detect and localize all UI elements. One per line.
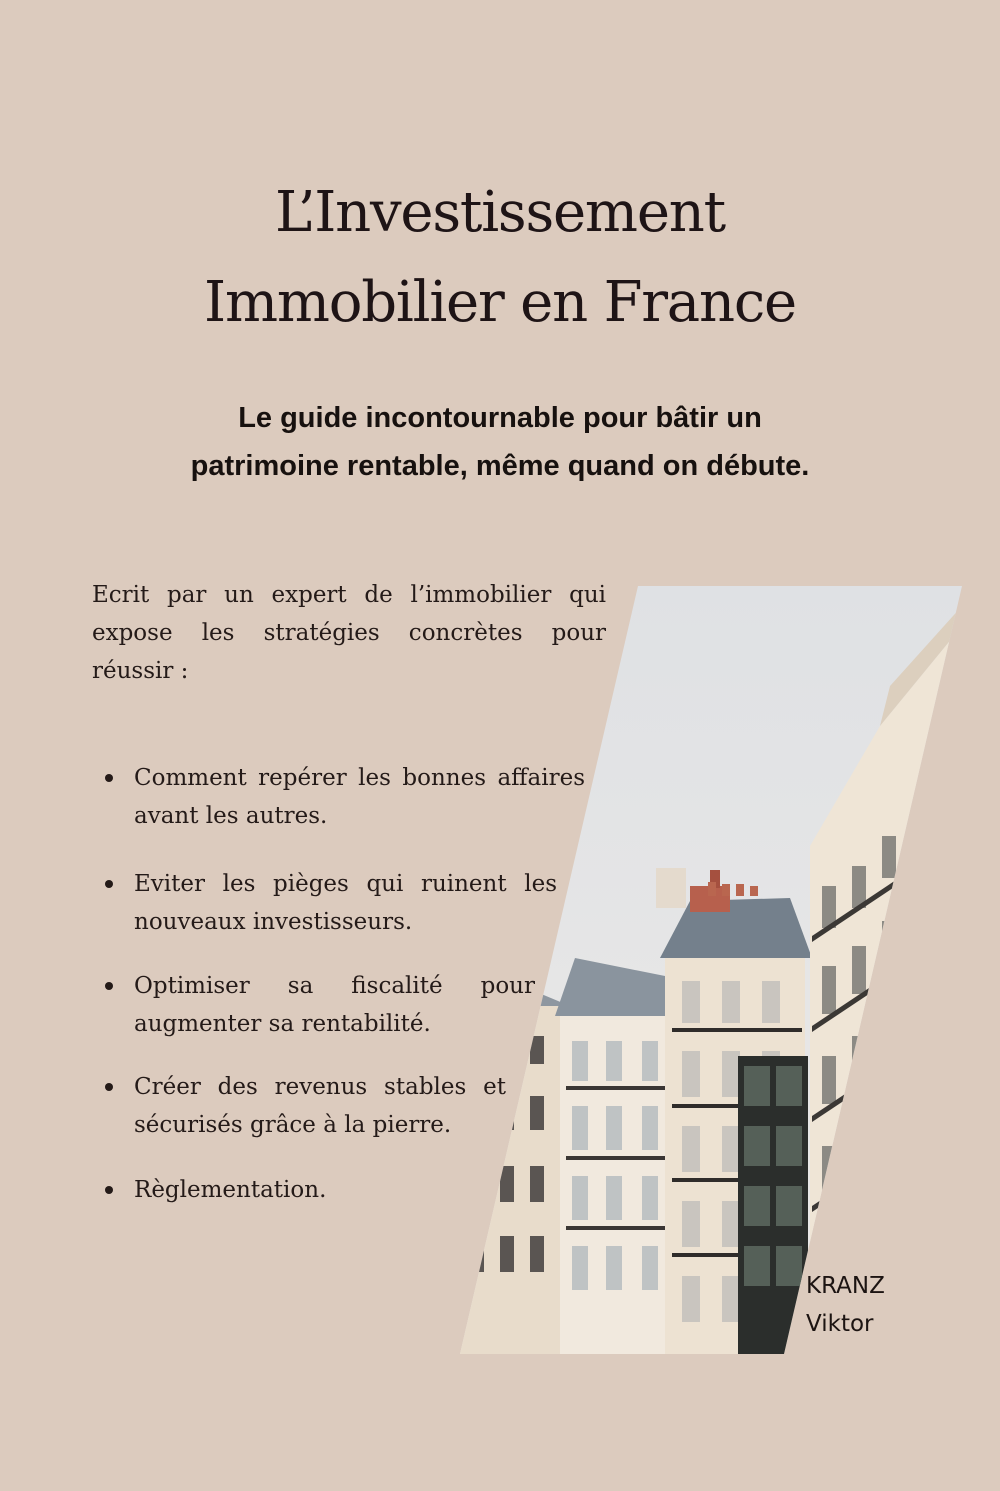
subtitle-line-2: patrimoine rentable, même quand on débute.	[190, 450, 810, 482]
bullet-dot	[105, 774, 113, 782]
title-line-2: Immobilier en France	[204, 270, 796, 335]
bullet-dot	[105, 1083, 113, 1091]
parisian-buildings-photo	[460, 586, 962, 1354]
bullet-dot	[105, 982, 113, 990]
intro-paragraph: Ecrit par un expert de l’immobilier qui expose les stratégies concrètes pour réussir :	[92, 582, 606, 684]
author-first-name: Viktor	[806, 1311, 874, 1337]
author-last-name: KRANZ	[806, 1273, 885, 1299]
bullet-text: Comment repérer les bonnes affaires avant les autres.	[134, 765, 585, 829]
buildings-illustration	[460, 586, 962, 1354]
bullet-text: Créer des revenus stables et sécurisés grâce à la pierre.	[134, 1074, 506, 1138]
bullet-dot	[105, 880, 113, 888]
title-line-1: L’Investissement	[275, 180, 725, 245]
subtitle-line-1: Le guide incontournable pour bâtir un	[238, 402, 762, 434]
bullet-dot	[105, 1186, 113, 1194]
bullet-text: Eviter les pièges qui ruinent les nouveaux investisseurs.	[134, 871, 557, 935]
book-title	[0, 168, 1000, 348]
bullet-text: Règlementation.	[134, 1177, 327, 1203]
book-subtitle	[0, 394, 1000, 490]
author-name	[806, 1267, 885, 1343]
bullet-text: Optimiser sa fiscalité pour augmenter sa rentabilité.	[134, 973, 535, 1037]
